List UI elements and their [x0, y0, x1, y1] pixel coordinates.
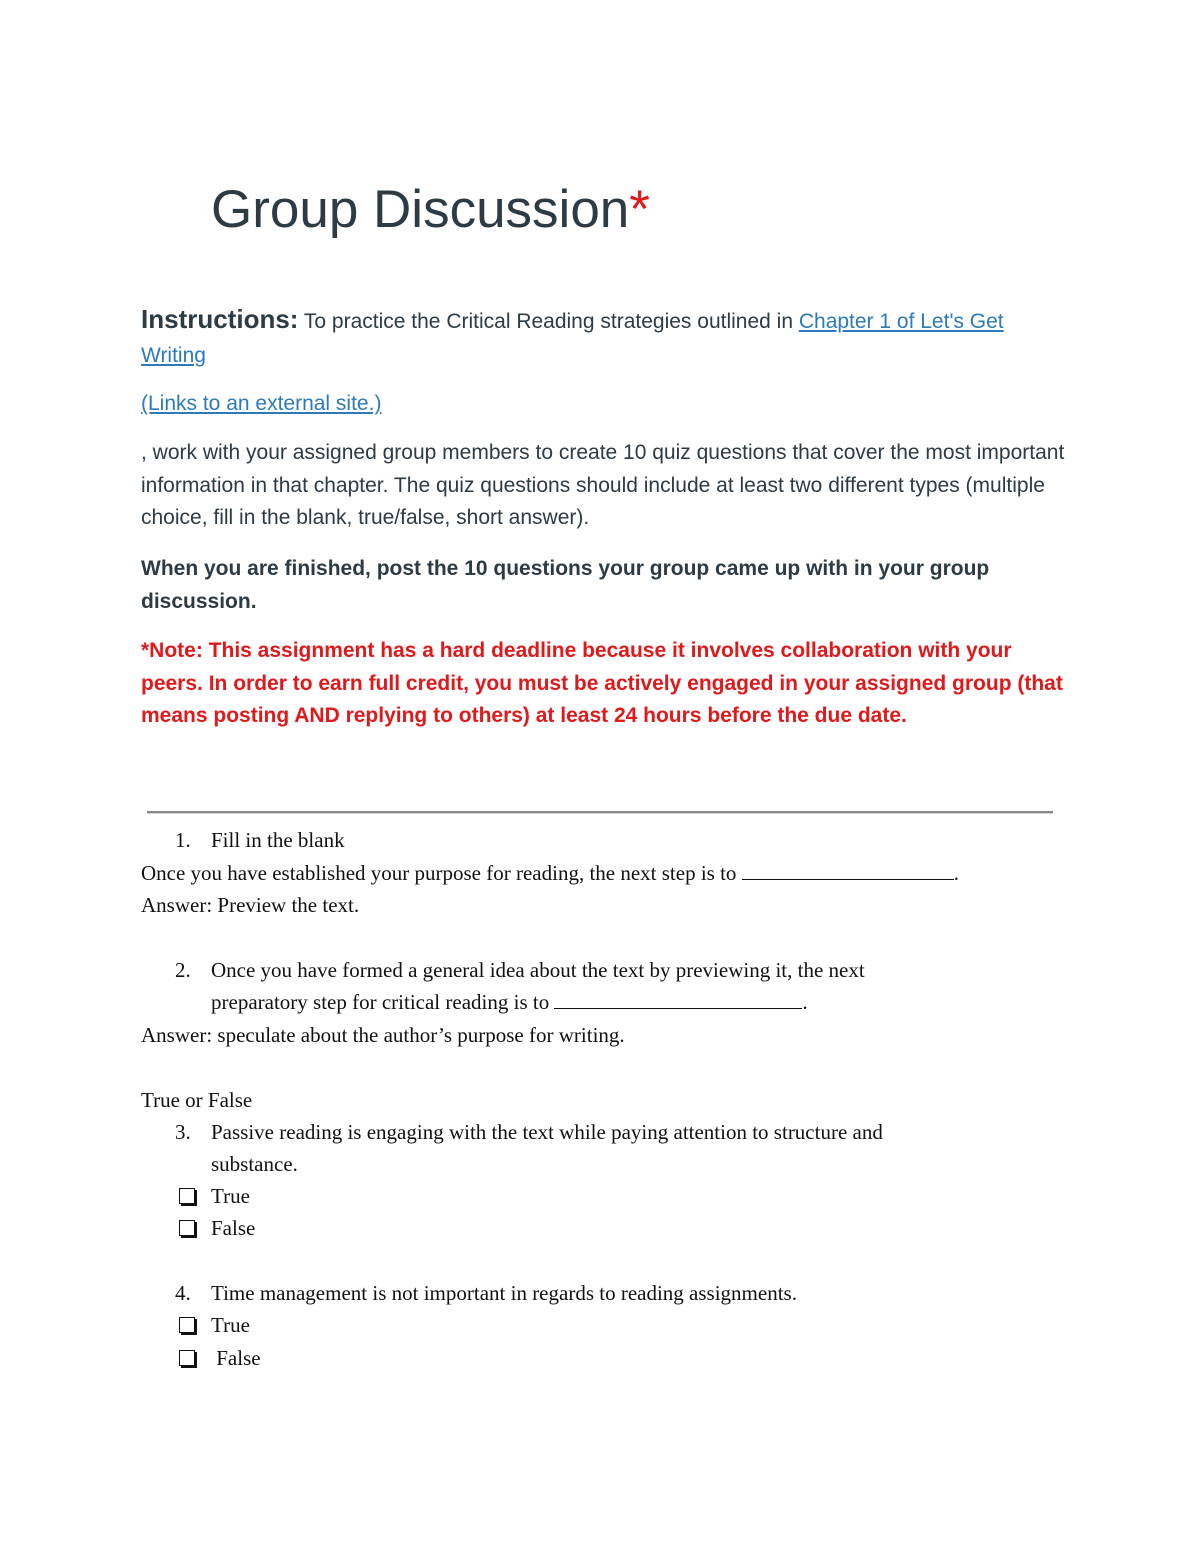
question-1-prompt-text: Once you have established your purpose for reading, the next step is to: [141, 861, 742, 885]
instructions-paragraph: [141, 302, 1071, 373]
question-2-prompt-line2: [211, 986, 808, 1018]
question-3-false-label: False: [211, 1216, 256, 1240]
question-1-heading: Fill in the blank: [211, 828, 345, 852]
question-3-true-checkbox[interactable]: [179, 1188, 195, 1204]
instructions-lead-text: To practice the Critical Reading strategies outlined in: [298, 310, 799, 333]
question-2-answer-blank: [554, 988, 802, 1009]
deadline-note: *Note: This assignment has a hard deadline because it involves collaboration with your peers. In order to earn full credit, you must be actively engaged in your assigned group (that means posting AND replying to others) at least 24 hours before the due date.: [141, 639, 1063, 727]
question-3-number: 3.: [175, 1120, 191, 1144]
question-4-prompt: Time management is not important in regards to reading assignments.: [211, 1281, 797, 1305]
horizontal-divider: [147, 811, 1053, 814]
question-2-prompt-line1: Once you have formed a general idea about the text by previewing it, the next: [211, 958, 865, 982]
question-3-prompt-line1: Passive reading is engaging with the text while paying attention to structure and: [211, 1120, 883, 1144]
question-4-true-label: True: [211, 1313, 250, 1337]
chapter-link[interactable]: Chapter 1 of Let's Get Writing: [141, 310, 1004, 367]
instructions-label: Instructions:: [141, 304, 299, 334]
external-link-line: [141, 388, 381, 420]
question-1-number: 1.: [175, 828, 191, 852]
question-2-number: 2.: [175, 958, 191, 982]
question-2-prompt-end: .: [802, 990, 808, 1014]
instructions-body: , work with your assigned group members to create 10 quiz questions that cover the most important information in that chapter. The quiz questions should include at least two different types (multiple choice, fill in the blank, true/false, short answer).: [141, 441, 1065, 529]
question-2-prompt-line2-text: preparatory step for critical reading is to: [211, 990, 555, 1014]
question-4-number: 4.: [175, 1281, 191, 1305]
question-1-answer-blank: [742, 859, 954, 880]
question-3-false-checkbox[interactable]: [179, 1220, 195, 1236]
question-3-prompt-line2: substance.: [211, 1152, 298, 1176]
finished-instruction: When you are finished, post the 10 questions your group came up with in your group discussion.: [141, 557, 990, 613]
required-asterisk: *: [629, 180, 650, 239]
question-4-true-checkbox[interactable]: [179, 1317, 195, 1333]
question-4-false-label: False: [211, 1346, 261, 1370]
question-1-prompt: [141, 857, 959, 889]
page-title: [211, 178, 650, 242]
question-2-answer: Answer: speculate about the author’s purpose for writing.: [141, 1023, 625, 1047]
question-1-prompt-end: .: [953, 861, 959, 885]
external-site-link[interactable]: (Links to an external site.): [141, 392, 382, 415]
page-title-text: Group Discussion: [211, 180, 630, 239]
question-1-answer: Answer: Preview the text.: [141, 893, 360, 917]
question-4-false-checkbox[interactable]: [179, 1350, 195, 1366]
true-false-section-heading: True or False: [141, 1088, 253, 1112]
question-3-true-label: True: [211, 1184, 250, 1208]
